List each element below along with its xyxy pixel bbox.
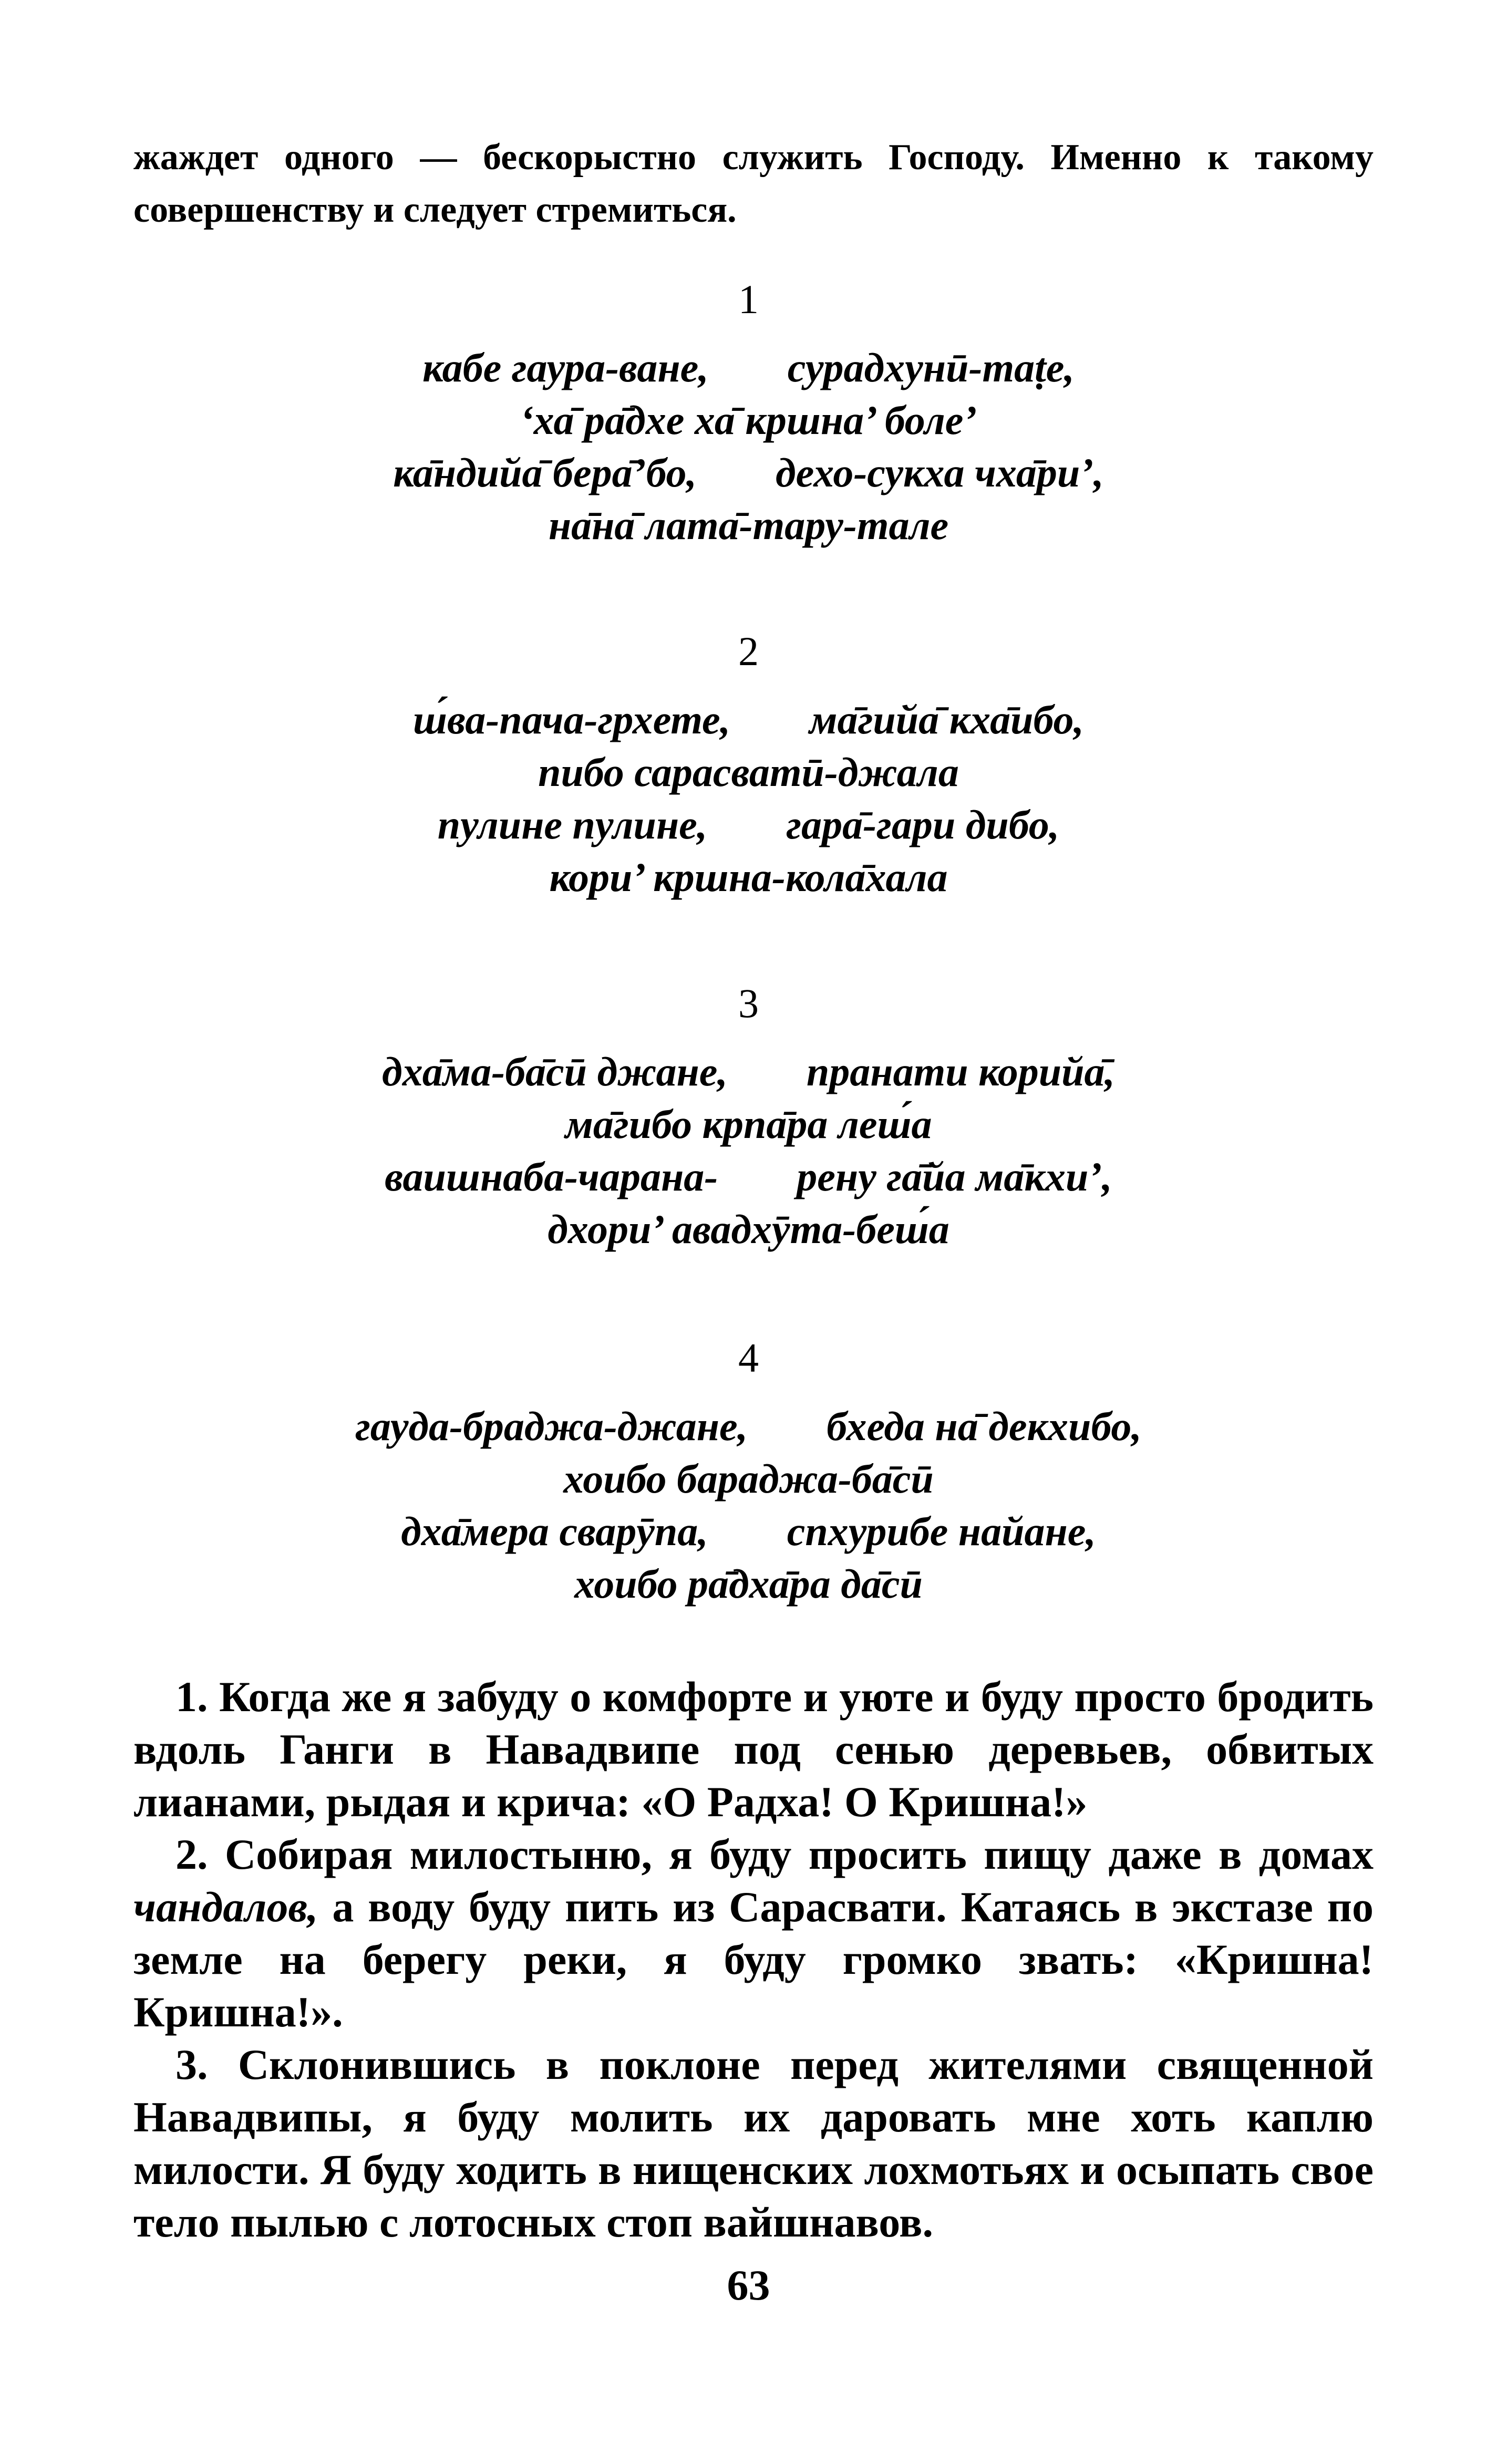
italic-term: чандалов, xyxy=(133,1883,318,1931)
verse-line: хоибо ра̄дха̄ра да̄сӣ xyxy=(574,1561,923,1607)
verse-line: хоибо бараджа-ба̄сӣ xyxy=(563,1456,934,1502)
translation-paragraph-1: 1. Когда же я забуду о комфорте и уюте и буду просто бродить вдоль Ганги в Навадвипе под сенью деревьев, обвитых лианами, рыдая и крича: «О Радха! О Кришна!» xyxy=(133,1673,1374,1826)
verse-line: ка̄ндийа̄ бера̄’бо, дехо-сукха чха̄ри’, xyxy=(393,450,1104,495)
verse-line: кори’ кршна-кола̄хала xyxy=(549,854,948,900)
verse-line: кабе гаура-ване, сурадхунӣ-таṭе, xyxy=(422,345,1075,390)
verse-line: на̄на̄ лата̄-тару-тале xyxy=(548,502,949,548)
translation-paragraph-3: 3. Склонившись в поклоне перед жителями священной Навадвипы, я буду молить их даровать мне хоть каплю милости. Я буду ходить в нищенских лохмотьях и осыпать свое тело пылью с лотосных стоп вайшнавов. xyxy=(133,2041,1374,2246)
verse-line: ма̄гибо крпа̄ра леш́а xyxy=(565,1101,932,1147)
verse-number-4: 4 xyxy=(738,1335,759,1381)
verse-3 xyxy=(210,1045,1287,1256)
verse-line: пибо сарасватӣ-джала xyxy=(538,749,959,795)
verse-1 xyxy=(210,341,1287,552)
verse-line: ‘ха̄ ра̄дхе ха̄ кршна’ боле’ xyxy=(520,397,977,443)
verse-line: дха̄мера сварӯпа, спхурибе найане, xyxy=(401,1508,1096,1554)
verse-number-3: 3 xyxy=(738,980,759,1026)
verse-line: ш́ва-пача-грхете, ма̄гийа̄ кха̄ибо, xyxy=(413,697,1084,742)
verse-number-2: 2 xyxy=(738,628,759,674)
verse-2 xyxy=(210,693,1287,904)
verse-line: дха̄ма-ба̄сӣ джане, пранати корийа̄, xyxy=(382,1049,1115,1094)
translation xyxy=(133,1671,1374,2249)
verse-4 xyxy=(210,1400,1287,1610)
intro-paragraph: жаждет одного — бескорыстно служить Господу. Именно к такому совершенству и следует стремиться. xyxy=(133,137,1374,230)
verse-number-1: 1 xyxy=(738,276,759,322)
verse-line: гауда-браджа-джане, бхеда на̄ декхибо, xyxy=(355,1403,1142,1449)
verse-line: пулине пулине, гара̄-гари дибо, xyxy=(437,802,1060,847)
translation-paragraph-2: 2. Собирая милостыню, я буду просить пищу даже в домах чандалов, а воду буду пить из Сарасвати. Катаясь в экстазе по земле на берегу реки, я буду громко звать: «Кришна! Кришна!». xyxy=(133,1830,1374,2036)
verse-line: дхори’ авадхӯта-беш́а xyxy=(548,1206,949,1252)
verse-line: ваишнаба-чарана- рену га̄йа ма̄кхи’, xyxy=(385,1154,1112,1199)
page-number: 63 xyxy=(727,2261,770,2309)
